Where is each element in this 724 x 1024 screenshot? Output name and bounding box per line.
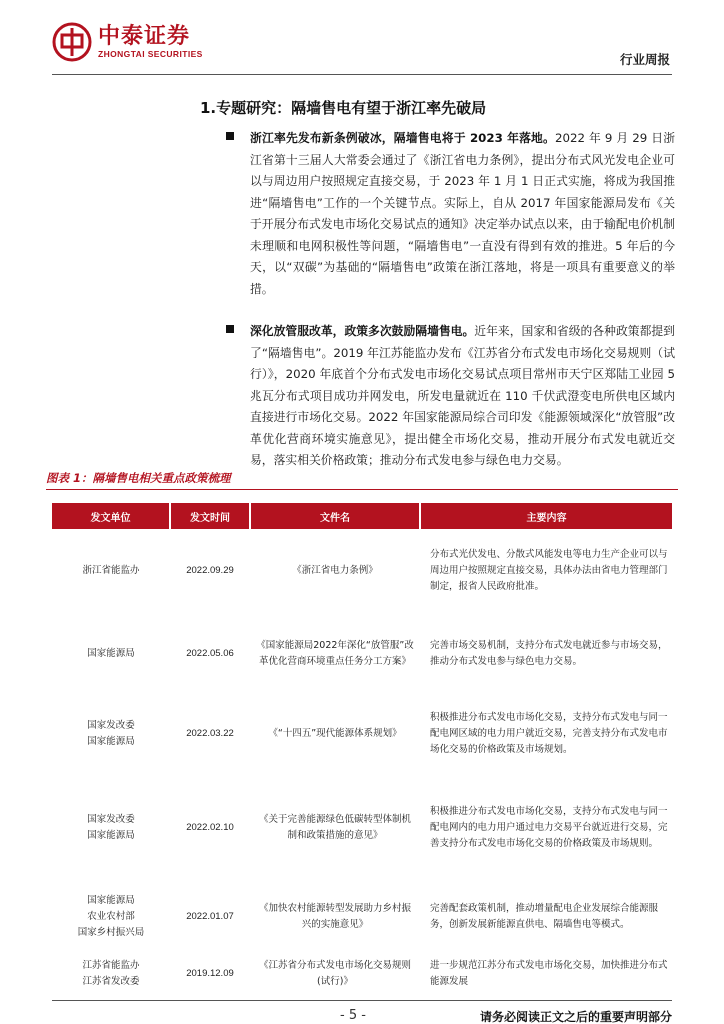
content-cell: 分布式光伏发电、分散式风能发电等电力生产企业可以与周边用户按照规定直接交易，具体办法由省电力管理部门制定，报省人民政府批准。 <box>430 549 668 592</box>
issuer-name: 浙江省能监办 <box>82 565 140 576</box>
issuer-name: 国家发改委 <box>87 814 135 825</box>
square-bullet-icon <box>226 132 234 140</box>
document-cell: 《“十四五”现代能源体系规划》 <box>268 728 402 739</box>
content-cell: 积极推进分布式发电市场化交易，支持分布式发电与同一配电网内的电力用户通过电力交易平台就近进行交易，完善支持分布式发电市场化交易的价格政策及市场规则。 <box>430 806 668 849</box>
issuer-cell <box>52 695 170 773</box>
date-cell: 2022.05.06 <box>186 648 234 659</box>
document-cell: 《关于完善能源绿色低碳转型体制机制和政策措施的意见》 <box>258 814 411 841</box>
document-cell: 《江苏省分布式发电市场化交易规则(试行)》 <box>258 960 411 987</box>
table-row <box>52 695 672 773</box>
issuer-cell <box>52 883 170 951</box>
column-header: 发文单位 <box>52 503 170 529</box>
policy-table <box>52 503 672 997</box>
issuer-name: 国家发改委 <box>87 720 135 731</box>
bullet-text <box>250 128 675 300</box>
column-header: 文件名 <box>250 503 420 529</box>
header-divider <box>52 74 672 75</box>
logo-chinese-name: 中泰证券 <box>98 24 191 49</box>
issuer-name: 国家能源局 <box>87 895 135 906</box>
column-header: 主要内容 <box>420 503 672 529</box>
table-row <box>52 951 672 997</box>
issuer-name: 江苏省发改委 <box>82 976 140 987</box>
bullet-paragraph <box>250 128 675 300</box>
figure-title: 图表 1：隔墙售电相关重点政策梳理 <box>46 471 231 485</box>
footer-divider <box>52 1000 672 1001</box>
company-logo <box>52 22 203 62</box>
report-type-label: 行业周报 <box>619 52 670 67</box>
issuer-cell <box>52 951 170 997</box>
figure-divider <box>46 489 678 490</box>
issuer-name: 国家能源局 <box>87 830 135 841</box>
issuer-name: 国家能源局 <box>87 648 135 659</box>
issuer-cell <box>52 529 170 613</box>
page-header <box>0 0 724 80</box>
issuer-name: 国家能源局 <box>87 736 135 747</box>
content-cell: 完善市场交易机制，支持分布式发电就近参与市场交易，推动分布式发电参与绿色电力交易。 <box>430 640 668 667</box>
table-row <box>52 529 672 613</box>
square-bullet-icon <box>226 325 234 333</box>
content-cell: 积极推进分布式发电市场化交易，支持分布式发电与同一配电网区域的电力用户就近交易，完善支持分布式发电市场化交易的价格政策及市场规划。 <box>430 712 668 755</box>
issuer-name: 国家乡村振兴局 <box>77 927 145 938</box>
bullet-paragraph <box>250 321 675 472</box>
issuer-cell <box>52 613 170 695</box>
page-number: - 5 - <box>340 1008 366 1023</box>
document-cell: 《浙江省电力条例》 <box>292 565 378 576</box>
logo-english-name: ZHONGTAI SECURITIES <box>98 49 203 59</box>
date-cell: 2022.03.22 <box>186 728 234 739</box>
bullet-lead: 浙江率先发布新条例破冰，隔墙售电将于 2023 年落地。 <box>250 131 556 145</box>
column-header: 发文时间 <box>170 503 250 529</box>
date-cell: 2022.01.07 <box>186 911 234 922</box>
document-cell: 《加快农村能源转型发展助力乡村振兴的实施意见》 <box>258 903 411 930</box>
content-cell: 进一步规范江苏分布式发电市场化交易，加快推进分布式能源发展 <box>430 960 668 987</box>
issuer-name: 江苏省能监办 <box>82 960 140 971</box>
logo-emblem-icon <box>52 22 92 62</box>
bullet-body: 近年来，国家和省级的各种政策都提到了“隔墙售电”。2019 年江苏能监办发布《江苏省分布式发电市场化交易规则（试行）》，2020 年底首个分布式发电市场化交易试点项目常州市天宁区郑陆工业园 5 兆瓦分布式项目成功并网发电，所发电量就近在 110 千伏武澄变电所供电区域内直接进行市场化交易。2022 年国家能源局综合司印发《能源领域深化“放管服”改革优化营商环境实施意见》，提出健全市场化交易，推动开展分布式发电就近交易，落实相关价格政策；推动分布式发电参与绿色电力交易。 <box>250 324 675 467</box>
disclaimer-text: 请务必阅读正文之后的重要声明部分 <box>479 1010 672 1024</box>
bullet-body: 2022 年 9 月 29 日浙江省第十三届人大常委会通过了《浙江省电力条例》，提出分布式风光发电企业可以与周边用户按照规定直接交易，于 2023 年 1 月 1 日正式实施，将成为我国推进“隔墙售电”工作的一个关键节点。实际上，自从 2017 年国家能源局发布《关于开展分布式发电市场化交易试点的通知》决定举办试点以来，由于输配电价机制未理顺和电网积极性等问题，“隔墙售电”一直没有得到有效的推进。5 年后的今天，以“双碳”为基础的“隔墙售电”政策在浙江落地，将是一项具有重要意义的举措。 <box>250 131 675 296</box>
table-row <box>52 613 672 695</box>
section-title: 1.专题研究：隔墙售电有望于浙江率先破局 <box>200 99 487 117</box>
table-row <box>52 883 672 951</box>
table-row <box>52 773 672 883</box>
date-cell: 2019.12.09 <box>186 968 234 979</box>
document-cell: 《国家能源局2022年深化“放管服”改革优化营商环境重点任务分工方案》 <box>256 640 414 667</box>
date-cell: 2022.02.10 <box>186 822 234 833</box>
issuer-name: 农业农村部 <box>87 911 135 922</box>
issuer-cell <box>52 773 170 883</box>
table-header-row <box>52 503 672 529</box>
bullet-text <box>250 321 675 472</box>
bullet-lead: 深化放管服改革，政策多次鼓励隔墙售电。 <box>250 324 475 338</box>
content-cell: 完善配套政策机制，推动增量配电企业发展综合能源服务，创新发展新能源直供电、隔墙售电等模式。 <box>430 903 659 930</box>
date-cell: 2022.09.29 <box>186 565 234 576</box>
